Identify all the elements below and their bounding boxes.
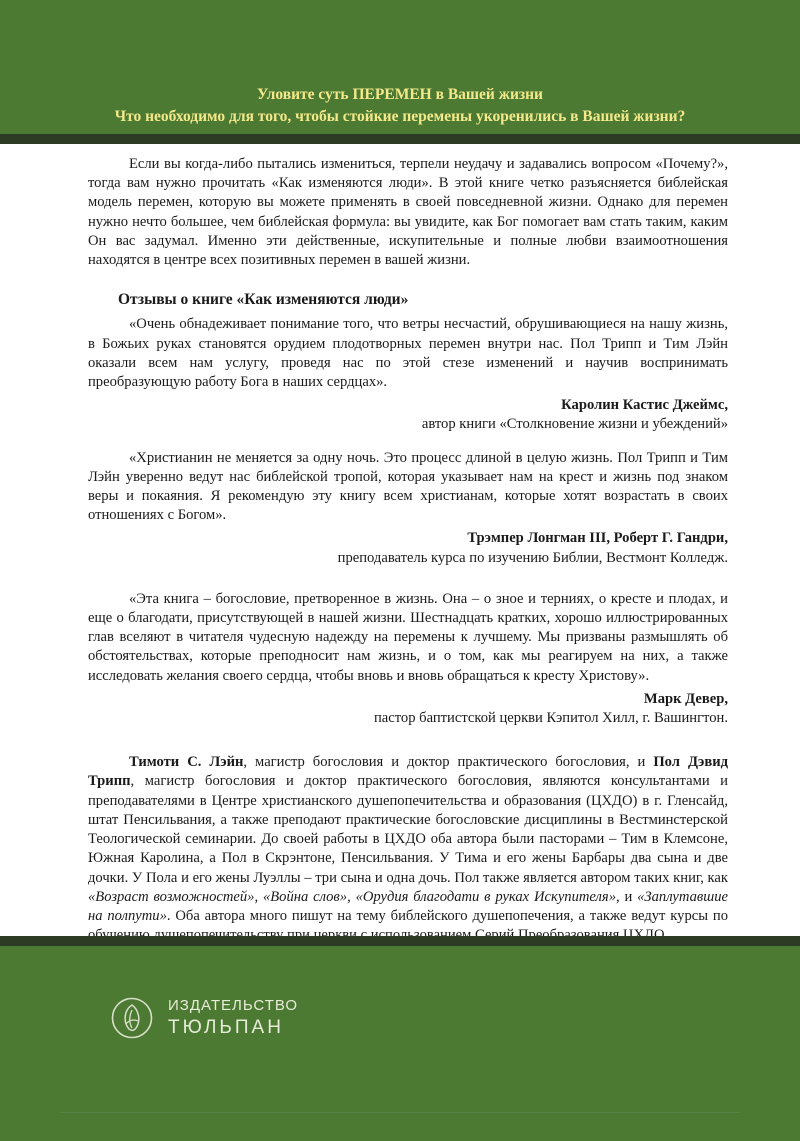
book-title-2: «Война слов» bbox=[262, 888, 348, 905]
author-name-tripp: Пол Дэвид Трипп bbox=[88, 754, 728, 790]
intro-paragraph: Если вы когда-либо пытались измениться, терпели неудачу и задавались вопросом «Почему?», тогда вам нужно прочитать «Как изменяются люди». В этой книге четко разъясняется библейская модель перемен, которую вы можете применять в своей повседневной жизни. Однако для перемен нужно нечто большее, чем библейская формула: вы увидите, как Бог помогает вам стать таким, каким Он вас задумал. Именно эти действенные, искупительные и полные любви взаимоотношения находятся в центре всех позитивных перемен в вашей жизни. bbox=[88, 156, 728, 269]
authors-sep-2: , bbox=[347, 888, 356, 905]
review-role-1: автор книги «Столкновение жизни и убеждений» bbox=[421, 416, 728, 433]
review-author-2 bbox=[88, 529, 728, 548]
header-subtitle: Что необходимо для того, чтобы стойкие перемены укоренились в Вашей жизни? bbox=[114, 108, 686, 125]
main-content bbox=[88, 155, 728, 945]
author-name-lane: Тимоти С. Лэйн bbox=[129, 754, 244, 771]
review-role-3: пастор баптистской церкви Кэпитол Хилл, г. Вашингтон. bbox=[373, 710, 728, 727]
review-author-1-suffix: , bbox=[724, 397, 728, 414]
review-quote-3: «Эта книга – богословие, претворенное в жизнь. Она – о зное и терниях, о кресте и плодах, и еще о благодати, присутствующей в нашей жизни. Шестнадцать кратких, хорошо иллюстрированных глав вселяют в читателя чудесную надежду на перемены к лучшему. Мы призваны размышлять об обстоятельствах, которые преподносит нам жизнь, и о том, как мы реагируем на них, а также исследовать желания своего сердца, чтобы вновь и вновь обращаться к кресту Христову». bbox=[88, 590, 728, 684]
review-author-3 bbox=[88, 690, 728, 709]
review-author-2-name: Трэмпер Лонгман III, Роберт Г. Гандри bbox=[467, 530, 725, 547]
review-author-3-suffix: , bbox=[724, 690, 728, 707]
publisher-line-1: ИЗДАТЕЛЬСТВО bbox=[168, 997, 299, 1014]
book-title-4: «Заплутавшие на полпути» bbox=[88, 888, 729, 924]
review-author-1-name: Каролин Кастис Джеймс bbox=[561, 397, 725, 414]
top-dark-stripe bbox=[0, 134, 800, 144]
review-author-1 bbox=[88, 396, 728, 415]
book-title-1: «Возраст возможностей» bbox=[88, 888, 255, 905]
reviews-heading: Отзывы о книге «Как изменяются люди» bbox=[118, 291, 409, 309]
authors-paragraph bbox=[88, 753, 728, 945]
publisher-name bbox=[168, 996, 298, 1040]
review-role-2: преподаватель курса по изучению Библии, Вестмонт Колледж. bbox=[337, 549, 728, 566]
authors-sep-3: , и bbox=[616, 888, 638, 905]
authors-sep-1: , bbox=[254, 888, 263, 905]
decorative-rule bbox=[60, 1112, 740, 1113]
review-author-2-suffix: , bbox=[724, 530, 728, 547]
book-title-3: «Орудия благодати в руках Искупителя» bbox=[355, 888, 616, 905]
authors-text-3: . Оба автора много пишут на тему библейского душепопечения, а также ведут курсы по bbox=[166, 907, 728, 924]
header-title: Уловите суть ПЕРЕМЕН в Вашей жизни bbox=[257, 86, 543, 103]
review-quote-1: «Очень обнадеживает понимание того, что ветры несчастий, обрушивающиеся на нашу жизнь, в Божьих руках становятся орудием плодотворных перемен внутри нас. Пол Трипп и Тим Лэйн оказали всем нам услугу, проведя нас по этой стезе изменений и научив воспринимать преобразующую работу Бога в наших сердцах». bbox=[88, 316, 728, 391]
authors-text-1: , магистр богословия и доктор практического богословия, и bbox=[243, 754, 654, 771]
review-author-3-name: Марк Девер bbox=[643, 690, 725, 707]
authors-text-2: , магистр богословия и доктор практического богословия, являются консультантами и преподавателями в Центре христианского душепопечительства и образования (ЦХДО) в г. Гленсайд, штат Пенсильвания, а также преподают практические богословские дисциплины в Вестминстерской Теологической семинарии. До своей работы в ЦХДО оба автора были пасторами – Тим в Клемсоне, Южная Каролина, а Пол в Скрэнтоне, Пенсильвания. У Тима и его жены Барбары два сына и две дочки. У Пола и его жены Луэллы – три сына и одна дочь. Пол также является автором таких книг, как bbox=[88, 773, 728, 886]
review-quote-2: «Христианин не меняется за одну ночь. Это процесс длиной в целую жизнь. Пол Трипп и Тим Лэйн уверенно ведут нас библейской тропой, которая указывает нам на крест и жизнь под знаком веры и покаяния. Я рекомендую эту книгу всем христианам, которые хотят возрастать в своих отношениях с Богом». bbox=[88, 449, 728, 524]
publisher-line-2: ТЮЛЬПАН bbox=[168, 1017, 284, 1038]
tulip-circle-icon bbox=[110, 996, 154, 1040]
publisher-logo bbox=[110, 996, 298, 1040]
bottom-dark-stripe bbox=[0, 936, 800, 946]
header bbox=[0, 84, 800, 128]
